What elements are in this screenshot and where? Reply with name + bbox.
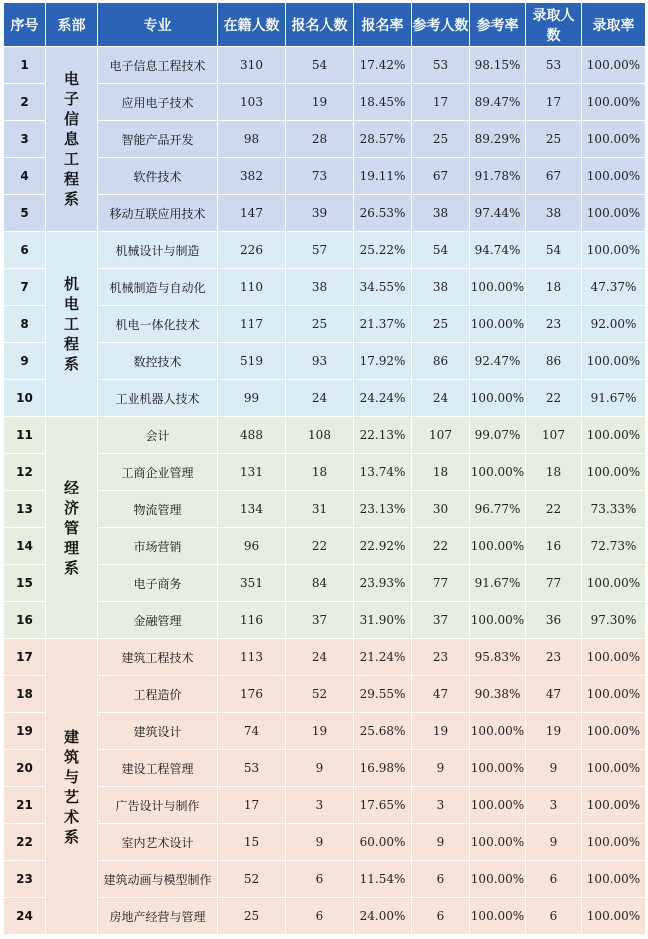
- col-header-examinees[interactable]: 参考人数: [412, 3, 470, 47]
- registered-cell: 38: [286, 269, 354, 306]
- seq-cell: 12: [4, 454, 46, 491]
- col-header-registration-rate[interactable]: 报名率: [354, 3, 412, 47]
- admitted-cell: 86: [526, 343, 582, 380]
- enrollment-table: [3, 2, 646, 935]
- major-cell: 应用电子技术: [98, 84, 218, 121]
- exam-rate-cell: 94.74%: [470, 232, 526, 269]
- admission-rate-cell: 100.00%: [582, 750, 646, 787]
- seq-cell: 6: [4, 232, 46, 269]
- major-cell: 机械设计与制造: [98, 232, 218, 269]
- examinees-cell: 38: [412, 195, 470, 232]
- registered-cell: 9: [286, 824, 354, 861]
- col-header-dept[interactable]: 系部: [46, 3, 98, 47]
- enrolled-cell: 382: [218, 158, 286, 195]
- seq-cell: 4: [4, 158, 46, 195]
- seq-cell: 17: [4, 639, 46, 676]
- examinees-cell: 18: [412, 454, 470, 491]
- table-row: [4, 639, 646, 676]
- registered-cell: 31: [286, 491, 354, 528]
- exam-rate-cell: 100.00%: [470, 787, 526, 824]
- exam-rate-cell: 100.00%: [470, 306, 526, 343]
- examinees-cell: 25: [412, 306, 470, 343]
- exam-rate-cell: 90.38%: [470, 676, 526, 713]
- enrolled-cell: 351: [218, 565, 286, 602]
- admission-rate-cell: 100.00%: [582, 565, 646, 602]
- seq-cell: 11: [4, 417, 46, 454]
- admitted-cell: 23: [526, 639, 582, 676]
- examinees-cell: 53: [412, 47, 470, 84]
- enrolled-cell: 176: [218, 676, 286, 713]
- admission-rate-cell: 73.33%: [582, 491, 646, 528]
- enrolled-cell: 53: [218, 750, 286, 787]
- registered-cell: 73: [286, 158, 354, 195]
- major-cell: 房地产经营与管理: [98, 898, 218, 935]
- table-row: [4, 121, 646, 158]
- registered-cell: 22: [286, 528, 354, 565]
- table-row: [4, 528, 646, 565]
- exam-rate-cell: 92.47%: [470, 343, 526, 380]
- admission-rate-cell: 72.73%: [582, 528, 646, 565]
- registered-cell: 18: [286, 454, 354, 491]
- table-row: [4, 750, 646, 787]
- enrolled-cell: 103: [218, 84, 286, 121]
- registered-cell: 28: [286, 121, 354, 158]
- seq-cell: 23: [4, 861, 46, 898]
- enrolled-cell: 488: [218, 417, 286, 454]
- admission-rate-cell: 100.00%: [582, 417, 646, 454]
- table-row: [4, 861, 646, 898]
- registered-cell: 108: [286, 417, 354, 454]
- registration-rate-cell: 18.45%: [354, 84, 412, 121]
- enrolled-cell: 226: [218, 232, 286, 269]
- admission-rate-cell: 100.00%: [582, 676, 646, 713]
- registration-rate-cell: 29.55%: [354, 676, 412, 713]
- table-row: [4, 47, 646, 84]
- major-cell: 建筑设计: [98, 713, 218, 750]
- registration-rate-cell: 19.11%: [354, 158, 412, 195]
- seq-cell: 18: [4, 676, 46, 713]
- registration-rate-cell: 17.65%: [354, 787, 412, 824]
- examinees-cell: 67: [412, 158, 470, 195]
- examinees-cell: 77: [412, 565, 470, 602]
- admission-rate-cell: 100.00%: [582, 639, 646, 676]
- table-row: [4, 491, 646, 528]
- seq-cell: 10: [4, 380, 46, 417]
- admission-rate-cell: 47.37%: [582, 269, 646, 306]
- table-row: [4, 158, 646, 195]
- enrolled-cell: 110: [218, 269, 286, 306]
- registered-cell: 37: [286, 602, 354, 639]
- admitted-cell: 47: [526, 676, 582, 713]
- examinees-cell: 19: [412, 713, 470, 750]
- seq-cell: 16: [4, 602, 46, 639]
- seq-cell: 8: [4, 306, 46, 343]
- table-row: [4, 195, 646, 232]
- col-header-major[interactable]: 专业: [98, 3, 218, 47]
- admitted-cell: 67: [526, 158, 582, 195]
- major-cell: 建筑动画与模型制作: [98, 861, 218, 898]
- registration-rate-cell: 22.92%: [354, 528, 412, 565]
- examinees-cell: 38: [412, 269, 470, 306]
- admission-rate-cell: 100.00%: [582, 195, 646, 232]
- dept-name: 电子信息工程系: [63, 70, 79, 208]
- enrollment-table-container: [3, 2, 645, 935]
- col-header-exam-rate[interactable]: 参考率: [470, 3, 526, 47]
- table-row: [4, 602, 646, 639]
- major-cell: 移动互联应用技术: [98, 195, 218, 232]
- registration-rate-cell: 25.68%: [354, 713, 412, 750]
- major-cell: 软件技术: [98, 158, 218, 195]
- admitted-cell: 53: [526, 47, 582, 84]
- registered-cell: 19: [286, 84, 354, 121]
- table-row: [4, 232, 646, 269]
- table-row: [4, 343, 646, 380]
- header-row: [4, 3, 646, 47]
- dept-cell: [46, 639, 98, 935]
- exam-rate-cell: 91.67%: [470, 565, 526, 602]
- registered-cell: 57: [286, 232, 354, 269]
- enrolled-cell: 98: [218, 121, 286, 158]
- exam-rate-cell: 99.07%: [470, 417, 526, 454]
- exam-rate-cell: 100.00%: [470, 454, 526, 491]
- exam-rate-cell: 100.00%: [470, 713, 526, 750]
- major-cell: 机械制造与自动化: [98, 269, 218, 306]
- major-cell: 建筑工程技术: [98, 639, 218, 676]
- admitted-cell: 38: [526, 195, 582, 232]
- admitted-cell: 16: [526, 528, 582, 565]
- major-cell: 机电一体化技术: [98, 306, 218, 343]
- registration-rate-cell: 24.00%: [354, 898, 412, 935]
- registration-rate-cell: 60.00%: [354, 824, 412, 861]
- major-cell: 工商企业管理: [98, 454, 218, 491]
- registered-cell: 9: [286, 750, 354, 787]
- seq-cell: 20: [4, 750, 46, 787]
- admission-rate-cell: 100.00%: [582, 713, 646, 750]
- registered-cell: 24: [286, 639, 354, 676]
- major-cell: 工程造价: [98, 676, 218, 713]
- seq-cell: 1: [4, 47, 46, 84]
- examinees-cell: 25: [412, 121, 470, 158]
- admitted-cell: 6: [526, 861, 582, 898]
- table-row: [4, 84, 646, 121]
- seq-cell: 2: [4, 84, 46, 121]
- seq-cell: 19: [4, 713, 46, 750]
- registered-cell: 19: [286, 713, 354, 750]
- admission-rate-cell: 100.00%: [582, 84, 646, 121]
- admitted-cell: 22: [526, 380, 582, 417]
- table-row: [4, 676, 646, 713]
- registration-rate-cell: 21.24%: [354, 639, 412, 676]
- seq-cell: 7: [4, 269, 46, 306]
- major-cell: 广告设计与制作: [98, 787, 218, 824]
- seq-cell: 24: [4, 898, 46, 935]
- exam-rate-cell: 96.77%: [470, 491, 526, 528]
- admission-rate-cell: 100.00%: [582, 454, 646, 491]
- registration-rate-cell: 16.98%: [354, 750, 412, 787]
- exam-rate-cell: 95.83%: [470, 639, 526, 676]
- enrolled-cell: 134: [218, 491, 286, 528]
- admitted-cell: 3: [526, 787, 582, 824]
- examinees-cell: 24: [412, 380, 470, 417]
- exam-rate-cell: 100.00%: [470, 750, 526, 787]
- admission-rate-cell: 100.00%: [582, 787, 646, 824]
- major-cell: 电子商务: [98, 565, 218, 602]
- examinees-cell: 86: [412, 343, 470, 380]
- registered-cell: 6: [286, 898, 354, 935]
- admission-rate-cell: 91.67%: [582, 380, 646, 417]
- major-cell: 会计: [98, 417, 218, 454]
- enrolled-cell: 310: [218, 47, 286, 84]
- major-cell: 市场营销: [98, 528, 218, 565]
- col-header-registered[interactable]: 报名人数: [286, 3, 354, 47]
- examinees-cell: 54: [412, 232, 470, 269]
- exam-rate-cell: 91.78%: [470, 158, 526, 195]
- major-cell: 数控技术: [98, 343, 218, 380]
- admission-rate-cell: 100.00%: [582, 343, 646, 380]
- seq-cell: 22: [4, 824, 46, 861]
- seq-cell: 9: [4, 343, 46, 380]
- registration-rate-cell: 25.22%: [354, 232, 412, 269]
- admitted-cell: 9: [526, 824, 582, 861]
- table-row: [4, 565, 646, 602]
- registered-cell: 24: [286, 380, 354, 417]
- major-cell: 金融管理: [98, 602, 218, 639]
- registration-rate-cell: 21.37%: [354, 306, 412, 343]
- admitted-cell: 54: [526, 232, 582, 269]
- enrolled-cell: 99: [218, 380, 286, 417]
- registered-cell: 84: [286, 565, 354, 602]
- table-row: [4, 898, 646, 935]
- dept-name: 经济管理系: [63, 478, 79, 577]
- admitted-cell: 9: [526, 750, 582, 787]
- exam-rate-cell: 100.00%: [470, 861, 526, 898]
- col-header-admitted[interactable]: 录取人数: [526, 3, 582, 47]
- exam-rate-cell: 100.00%: [470, 898, 526, 935]
- registration-rate-cell: 13.74%: [354, 454, 412, 491]
- dept-name: 建筑与艺术系: [63, 727, 79, 846]
- table-row: [4, 380, 646, 417]
- registered-cell: 52: [286, 676, 354, 713]
- seq-cell: 21: [4, 787, 46, 824]
- admitted-cell: 6: [526, 898, 582, 935]
- major-cell: 建设工程管理: [98, 750, 218, 787]
- exam-rate-cell: 89.47%: [470, 84, 526, 121]
- seq-cell: 13: [4, 491, 46, 528]
- examinees-cell: 23: [412, 639, 470, 676]
- examinees-cell: 9: [412, 824, 470, 861]
- dept-cell: [46, 47, 98, 232]
- admission-rate-cell: 100.00%: [582, 47, 646, 84]
- examinees-cell: 17: [412, 84, 470, 121]
- enrolled-cell: 117: [218, 306, 286, 343]
- admission-rate-cell: 92.00%: [582, 306, 646, 343]
- major-cell: 工业机器人技术: [98, 380, 218, 417]
- seq-cell: 14: [4, 528, 46, 565]
- registration-rate-cell: 17.92%: [354, 343, 412, 380]
- admission-rate-cell: 100.00%: [582, 861, 646, 898]
- admitted-cell: 17: [526, 84, 582, 121]
- enrolled-cell: 17: [218, 787, 286, 824]
- enrolled-cell: 519: [218, 343, 286, 380]
- examinees-cell: 22: [412, 528, 470, 565]
- table-row: [4, 306, 646, 343]
- admitted-cell: 19: [526, 713, 582, 750]
- admitted-cell: 107: [526, 417, 582, 454]
- seq-cell: 15: [4, 565, 46, 602]
- exam-rate-cell: 100.00%: [470, 528, 526, 565]
- admitted-cell: 36: [526, 602, 582, 639]
- admission-rate-cell: 100.00%: [582, 898, 646, 935]
- enrolled-cell: 15: [218, 824, 286, 861]
- table-row: [4, 787, 646, 824]
- enrolled-cell: 25: [218, 898, 286, 935]
- registered-cell: 93: [286, 343, 354, 380]
- registered-cell: 6: [286, 861, 354, 898]
- registration-rate-cell: 24.24%: [354, 380, 412, 417]
- table-row: [4, 269, 646, 306]
- admitted-cell: 23: [526, 306, 582, 343]
- exam-rate-cell: 100.00%: [470, 824, 526, 861]
- admitted-cell: 18: [526, 269, 582, 306]
- examinees-cell: 6: [412, 861, 470, 898]
- table-body: [4, 47, 646, 935]
- major-cell: 电子信息工程技术: [98, 47, 218, 84]
- registration-rate-cell: 22.13%: [354, 417, 412, 454]
- dept-cell: [46, 232, 98, 417]
- admission-rate-cell: 97.30%: [582, 602, 646, 639]
- exam-rate-cell: 100.00%: [470, 269, 526, 306]
- registration-rate-cell: 23.93%: [354, 565, 412, 602]
- admitted-cell: 18: [526, 454, 582, 491]
- admission-rate-cell: 100.00%: [582, 158, 646, 195]
- registration-rate-cell: 31.90%: [354, 602, 412, 639]
- exam-rate-cell: 100.00%: [470, 602, 526, 639]
- col-header-seq[interactable]: 序号: [4, 3, 46, 47]
- examinees-cell: 6: [412, 898, 470, 935]
- examinees-cell: 30: [412, 491, 470, 528]
- exam-rate-cell: 97.44%: [470, 195, 526, 232]
- examinees-cell: 107: [412, 417, 470, 454]
- major-cell: 物流管理: [98, 491, 218, 528]
- table-row: [4, 417, 646, 454]
- enrolled-cell: 74: [218, 713, 286, 750]
- dept-cell: [46, 417, 98, 639]
- registration-rate-cell: 28.57%: [354, 121, 412, 158]
- examinees-cell: 3: [412, 787, 470, 824]
- registration-rate-cell: 34.55%: [354, 269, 412, 306]
- admission-rate-cell: 100.00%: [582, 824, 646, 861]
- registered-cell: 3: [286, 787, 354, 824]
- admitted-cell: 25: [526, 121, 582, 158]
- admission-rate-cell: 100.00%: [582, 232, 646, 269]
- registration-rate-cell: 23.13%: [354, 491, 412, 528]
- enrolled-cell: 131: [218, 454, 286, 491]
- enrolled-cell: 52: [218, 861, 286, 898]
- registration-rate-cell: 17.42%: [354, 47, 412, 84]
- col-header-enrolled[interactable]: 在籍人数: [218, 3, 286, 47]
- examinees-cell: 9: [412, 750, 470, 787]
- registered-cell: 25: [286, 306, 354, 343]
- major-cell: 室内艺术设计: [98, 824, 218, 861]
- enrolled-cell: 147: [218, 195, 286, 232]
- table-row: [4, 713, 646, 750]
- admitted-cell: 77: [526, 565, 582, 602]
- exam-rate-cell: 98.15%: [470, 47, 526, 84]
- seq-cell: 3: [4, 121, 46, 158]
- examinees-cell: 47: [412, 676, 470, 713]
- examinees-cell: 37: [412, 602, 470, 639]
- dept-name: 机电工程系: [63, 275, 79, 373]
- table-row: [4, 824, 646, 861]
- registration-rate-cell: 26.53%: [354, 195, 412, 232]
- seq-cell: 5: [4, 195, 46, 232]
- enrolled-cell: 113: [218, 639, 286, 676]
- enrolled-cell: 96: [218, 528, 286, 565]
- enrolled-cell: 116: [218, 602, 286, 639]
- admitted-cell: 22: [526, 491, 582, 528]
- registered-cell: 54: [286, 47, 354, 84]
- exam-rate-cell: 89.29%: [470, 121, 526, 158]
- registration-rate-cell: 11.54%: [354, 861, 412, 898]
- exam-rate-cell: 100.00%: [470, 380, 526, 417]
- major-cell: 智能产品开发: [98, 121, 218, 158]
- table-row: [4, 454, 646, 491]
- admission-rate-cell: 100.00%: [582, 121, 646, 158]
- col-header-admission-rate[interactable]: 录取率: [582, 3, 646, 47]
- registered-cell: 39: [286, 195, 354, 232]
